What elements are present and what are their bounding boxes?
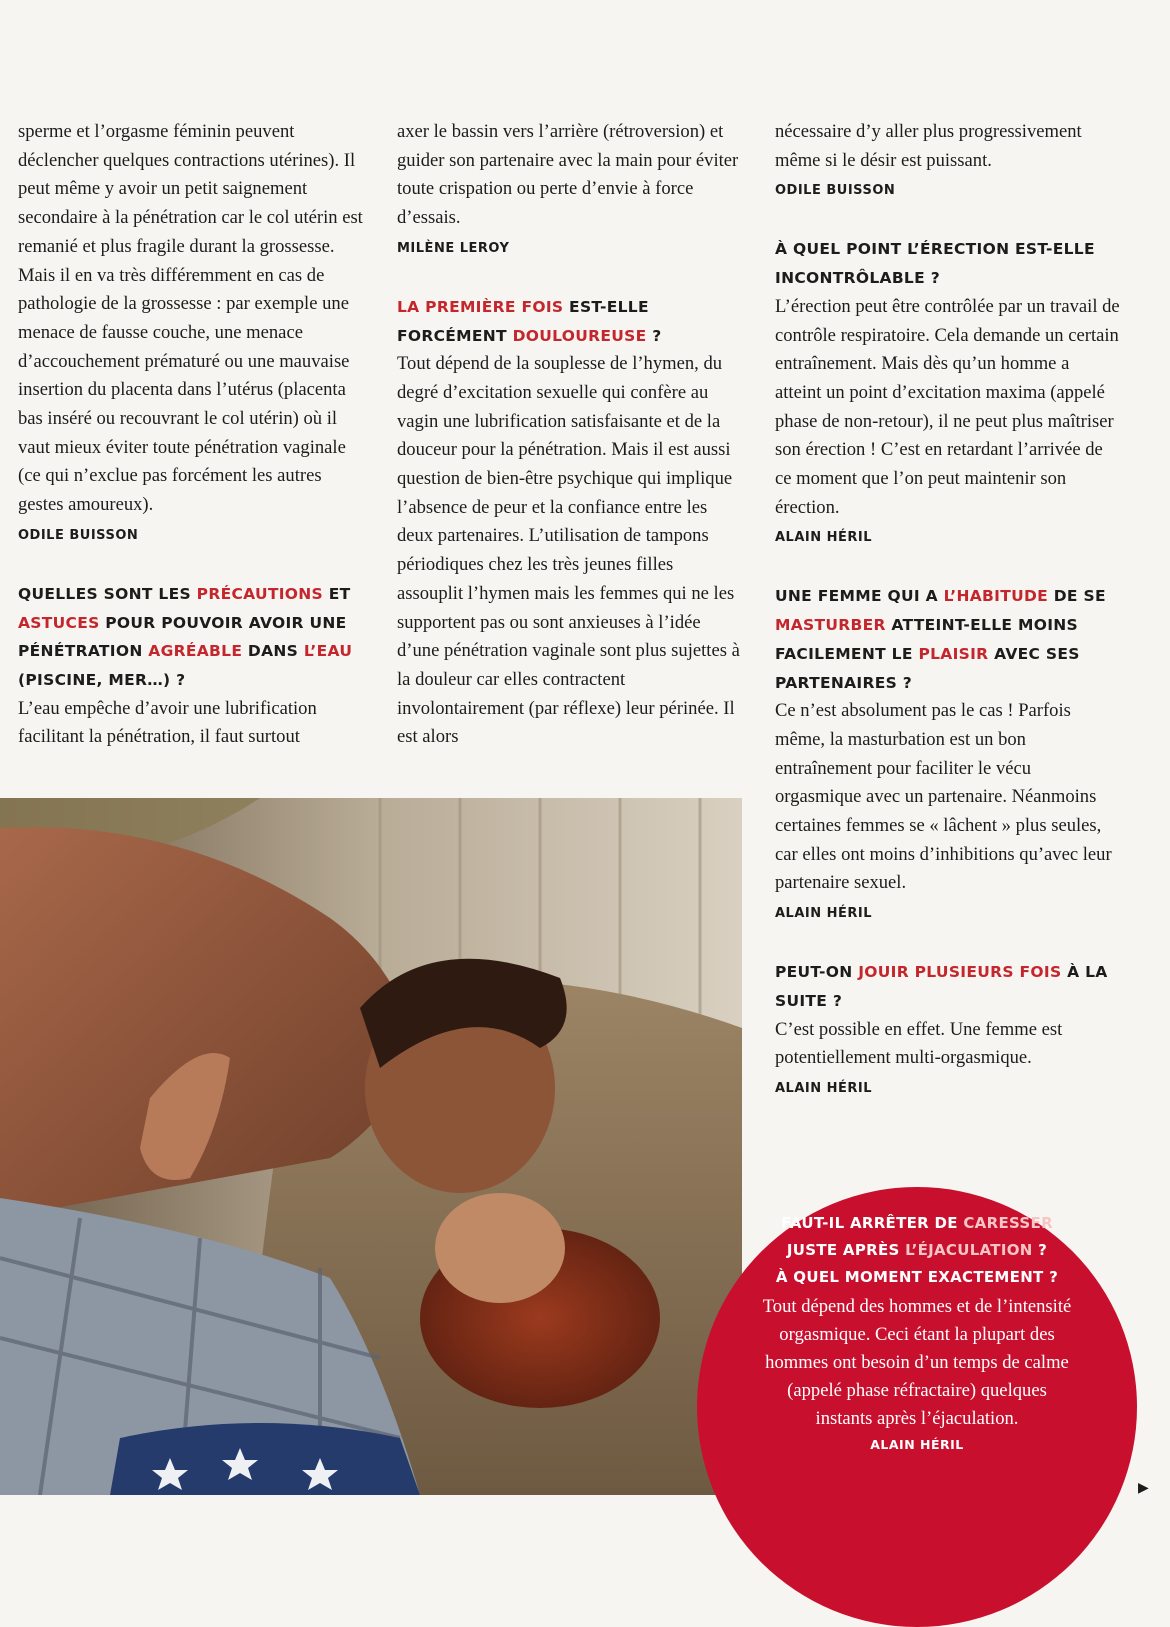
- article-paragraph: nécessaire d’y aller plus progressivement même si le désir est puissant.: [775, 121, 1082, 171]
- article-paragraph: L’eau empêche d’avoir une lubrification facilitant la pénétration, il faut surtout: [18, 697, 317, 748]
- callout-question: FAUT-IL ARRÊTER DE CARESSER: [781, 1214, 1053, 1232]
- article-paragraph: L’érection peut être contrôlée par un travail de contrôle respiratoire. Cela demande un certain entraînement. Mais dès qu’un homme a atteint un point d’excitation maxima (appelé phase de non-retour), il ne peut plus maîtriser son érection ! C’est en retardant l’arrivée de ce moment que l’on peut maintenir son érection.: [775, 295, 1120, 518]
- article-paragraph: Ce n’est absolument pas le cas ! Parfois même, la masturbation est un bon entraînement pour faciliter le vécu orgasmique avec un partenaire. Néanmoins certaines femmes se « lâchent » plus seules, car elles ont moins d’inhibitions qu’avec leur partenaire sexuel.: [775, 700, 1112, 894]
- article-paragraph: C’est possible en effet. Une femme est potentiellement multi-orgasmique.: [775, 1018, 1063, 1069]
- author-credit: ODILE BUISSON: [775, 183, 896, 199]
- article-paragraph: Tout dépend de la souplesse de l’hymen, du degré d’excitation sexuelle qui confère au vagin une lubrification satisfaisante et de la douceur pour la pénétration. Mais il est aussi question de bien-être psychique qui implique l’absence de peur et la confiance entre les deux partenaires. L’utilisation de tampons périodiques chez les très jeunes filles assouplit l’hymen mais les femmes qui ne les supportent pas ou sont anxieuses à l’idée d’une pénétration vaginale sont plus sujettes à la douleur car elles contractent involontairement (par réflexe) leur périnée. Il est alors: [397, 353, 740, 748]
- column-1: [18, 118, 363, 752]
- question-heading: À QUEL POINT L’ÉRECTION EST-ELLE INCONTRÔLABLE ?: [775, 240, 1095, 288]
- question-heading: PEUT-ON JOUIR PLUSIEURS FOIS À LA SUITE ?: [775, 963, 1108, 1010]
- column-2: [397, 118, 742, 752]
- callout-question: JUSTE APRÈS L’ÉJACULATION ?: [786, 1241, 1048, 1259]
- article-paragraph: sperme et l’orgasme féminin peuvent déclencher quelques contractions utérines). Il peut même y avoir un petit saignement secondaire à la pénétration car le col utérin est remanié et plus fragile durant la grossesse. Mais il en va très différemment en cas de pathologie de la grossesse : par exemple une menace de fausse couche, une menace d’accouchement prématuré ou une mauvaise insertion du placenta dans l’utérus (placenta bas inséré ou recouvrant le col utérin) où il vaut mieux éviter toute pénétration vaginale (ce qui n’exclue pas forcément les autres gestes amoureux).: [18, 121, 363, 516]
- callout-author: ALAIN HÉRIL: [870, 1437, 964, 1452]
- article-paragraph: axer le bassin vers l’arrière (rétroversion) et guider son partenaire avec la main pour éviter toute crispation ou perte d’envie à force d’essais.: [397, 121, 739, 229]
- callout-question: À QUEL MOMENT EXACTEMENT ?: [775, 1268, 1059, 1286]
- question-heading: LA PREMIÈRE FOIS EST-ELLE FORCÉMENT DOULOUREUSE ?: [397, 297, 662, 345]
- couple-photo: [0, 798, 742, 1495]
- question-heading: QUELLES SONT LES PRÉCAUTIONS ET ASTUCES POUR POUVOIR AVOIR UNE PÉNÉTRATION AGRÉABLE DANS L’EAU (PISCINE, MER…) ?: [18, 584, 353, 689]
- question-heading: UNE FEMME QUI A L’HABITUDE DE SE MASTURBER ATTEINT-ELLE MOINS FACILEMENT LE PLAISIR AVEC SES PARTENAIRES ?: [775, 587, 1106, 692]
- author-credit: ALAIN HÉRIL: [775, 530, 873, 546]
- callout-content: [697, 1210, 1137, 1452]
- callout-answer: Tout dépend des hommes et de l’intensité orgasmique. Ceci étant la plupart des hommes ont besoin d’un temps de calme (appelé phase réfractaire) quelques instants après l’éjaculation.: [762, 1296, 1072, 1429]
- author-credit: ODILE BUISSON: [18, 527, 139, 543]
- author-credit: MILÈNE LEROY: [397, 240, 510, 256]
- next-page-arrow-icon: ▶: [1138, 1480, 1149, 1496]
- author-credit: ALAIN HÉRIL: [775, 1080, 873, 1096]
- author-credit: ALAIN HÉRIL: [775, 906, 873, 922]
- column-3: [775, 118, 1120, 1103]
